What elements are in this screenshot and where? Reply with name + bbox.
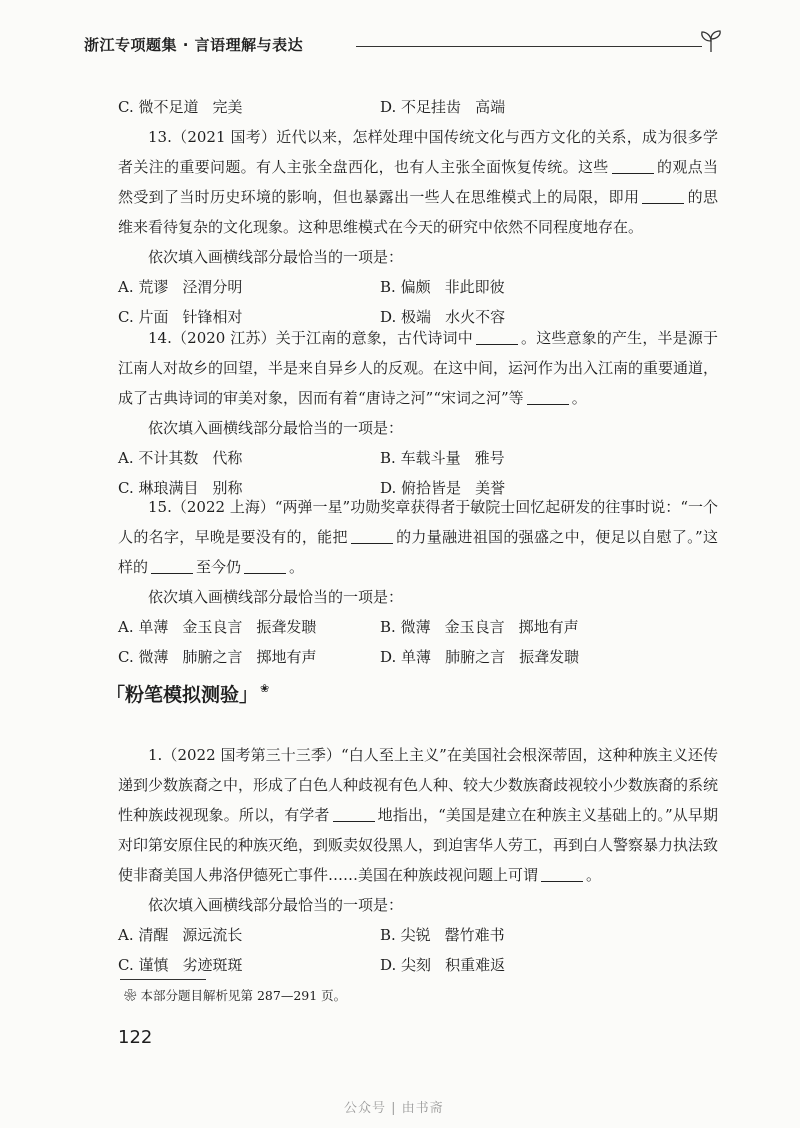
q12-options <box>118 92 718 122</box>
option-b[interactable]: B. 偏颇 非此即彼 <box>380 278 505 296</box>
option-c[interactable]: C. 琳琅满目 别称 <box>118 479 243 497</box>
question-text: 14.（2020 江苏）关于江南的意象，古代诗词中 。这些意象的产生，半是源于江南人对故乡的回望，半是来自异乡人的反观。在这中间，运河作为出入江南的重要通道，成了古典诗词的审美对象，因而有着“唐诗之河”“宋词之河”等 。 <box>118 329 719 407</box>
answer-blank <box>333 805 375 822</box>
option-d[interactable]: D. 俯拾皆是 美誉 <box>380 479 506 497</box>
option-d[interactable]: D. 尖刻 积重难返 <box>380 956 506 974</box>
option-b[interactable]: B. 车载斗量 雅号 <box>380 449 505 467</box>
option-b[interactable]: B. 微薄 金玉良言 掷地有声 <box>380 618 579 636</box>
running-header <box>84 34 724 58</box>
question-prompt: 依次填入画横线部分最恰当的一项是： <box>148 588 404 606</box>
answer-blank <box>351 527 393 544</box>
question-1 <box>118 740 718 980</box>
question-prompt: 依次填入画横线部分最恰当的一项是： <box>148 419 404 437</box>
option-a[interactable]: A. 单薄 金玉良言 振聋发聩 <box>118 618 317 636</box>
option-b[interactable]: B. 尖锐 罄竹难书 <box>380 926 505 944</box>
question-15 <box>118 492 718 672</box>
page-number: 122 <box>118 1027 153 1048</box>
question-text: 15.（2022 上海）“两弹一星”功勋奖章获得者于敏院士回忆起研发的往事时说：“一个人的名字，早晚是要没有的，能把 的力量融进祖国的强盛之中，便足以自慰了。”这样的 至今仍 。 <box>118 498 718 576</box>
question-prompt: 依次填入画横线部分最恰当的一项是： <box>148 248 404 266</box>
flower-icon: ❀ <box>260 682 270 695</box>
header-rule <box>356 46 702 47</box>
answer-blank <box>527 388 569 405</box>
flower-icon: ❀ <box>124 988 137 1003</box>
answer-blank <box>642 187 684 204</box>
sprout-icon <box>698 28 724 54</box>
question-text: 13.（2021 国考）近代以来，怎样处理中国传统文化与西方文化的关系，成为很多学者关注的重要问题。有人主张全盘西化，也有人主张全面恢复传统。这些 的观点当然受到了当时历史环境的影响，但也暴露出一些人在思维模式上的局限，即用 的思维来看待复杂的文化现象。这种思维模式在今天的研究中依然不同程度地存在。 <box>118 128 718 236</box>
answer-blank <box>612 157 654 174</box>
answer-blank <box>476 328 518 345</box>
option-d[interactable]: D. 极端 水火不容 <box>380 308 506 326</box>
question-text: 1.（2022 国考第三十三季）“白人至上主义”在美国社会根深蒂固，这种种族主义还传递到少数族裔之中，形成了白色人种歧视有色人种、较大少数族裔歧视较小少数族裔的系统性种族歧视现象。所以，有学者 地指出，“美国是建立在种族主义基础上的。”从早期对印第安原住民的种族灭绝，到贩卖奴役黑人，到迫害华人劳工，再到白人警察暴力执法致使非裔美国人弗洛伊德死亡事件……美国在种族歧视问题上可谓 。 <box>118 746 719 884</box>
option-c[interactable]: C. 微不足道 完美 <box>118 98 243 116</box>
answer-blank <box>541 865 583 882</box>
question-13 <box>118 122 718 332</box>
option-d[interactable]: D. 不足挂齿 高端 <box>380 98 506 116</box>
option-d[interactable]: D. 单薄 肺腑之言 振聋发聩 <box>380 648 580 666</box>
header-title: 浙江专项题集 · 言语理解与表达 <box>84 36 304 54</box>
footnote <box>124 986 346 1004</box>
section-title: 「粉笔模拟测验」 ❀ <box>106 682 270 706</box>
footnote-text: 本部分题目解析见第 287—291 页。 <box>140 988 347 1003</box>
option-c[interactable]: C. 谨慎 劣迹斑斑 <box>118 956 243 974</box>
option-a[interactable]: A. 荒谬 泾渭分明 <box>118 278 243 296</box>
footnote-rule <box>120 979 206 980</box>
option-a[interactable]: A. 不计其数 代称 <box>118 449 243 467</box>
option-a[interactable]: A. 清醒 源远流长 <box>118 926 243 944</box>
watermark: 公众号 | 由书斋 <box>344 1101 444 1116</box>
question-14 <box>118 323 718 503</box>
option-c[interactable]: C. 微薄 肺腑之言 掷地有声 <box>118 648 317 666</box>
answer-blank <box>151 557 193 574</box>
question-prompt: 依次填入画横线部分最恰当的一项是： <box>148 896 404 914</box>
answer-blank <box>244 557 286 574</box>
option-c[interactable]: C. 片面 针锋相对 <box>118 308 243 326</box>
